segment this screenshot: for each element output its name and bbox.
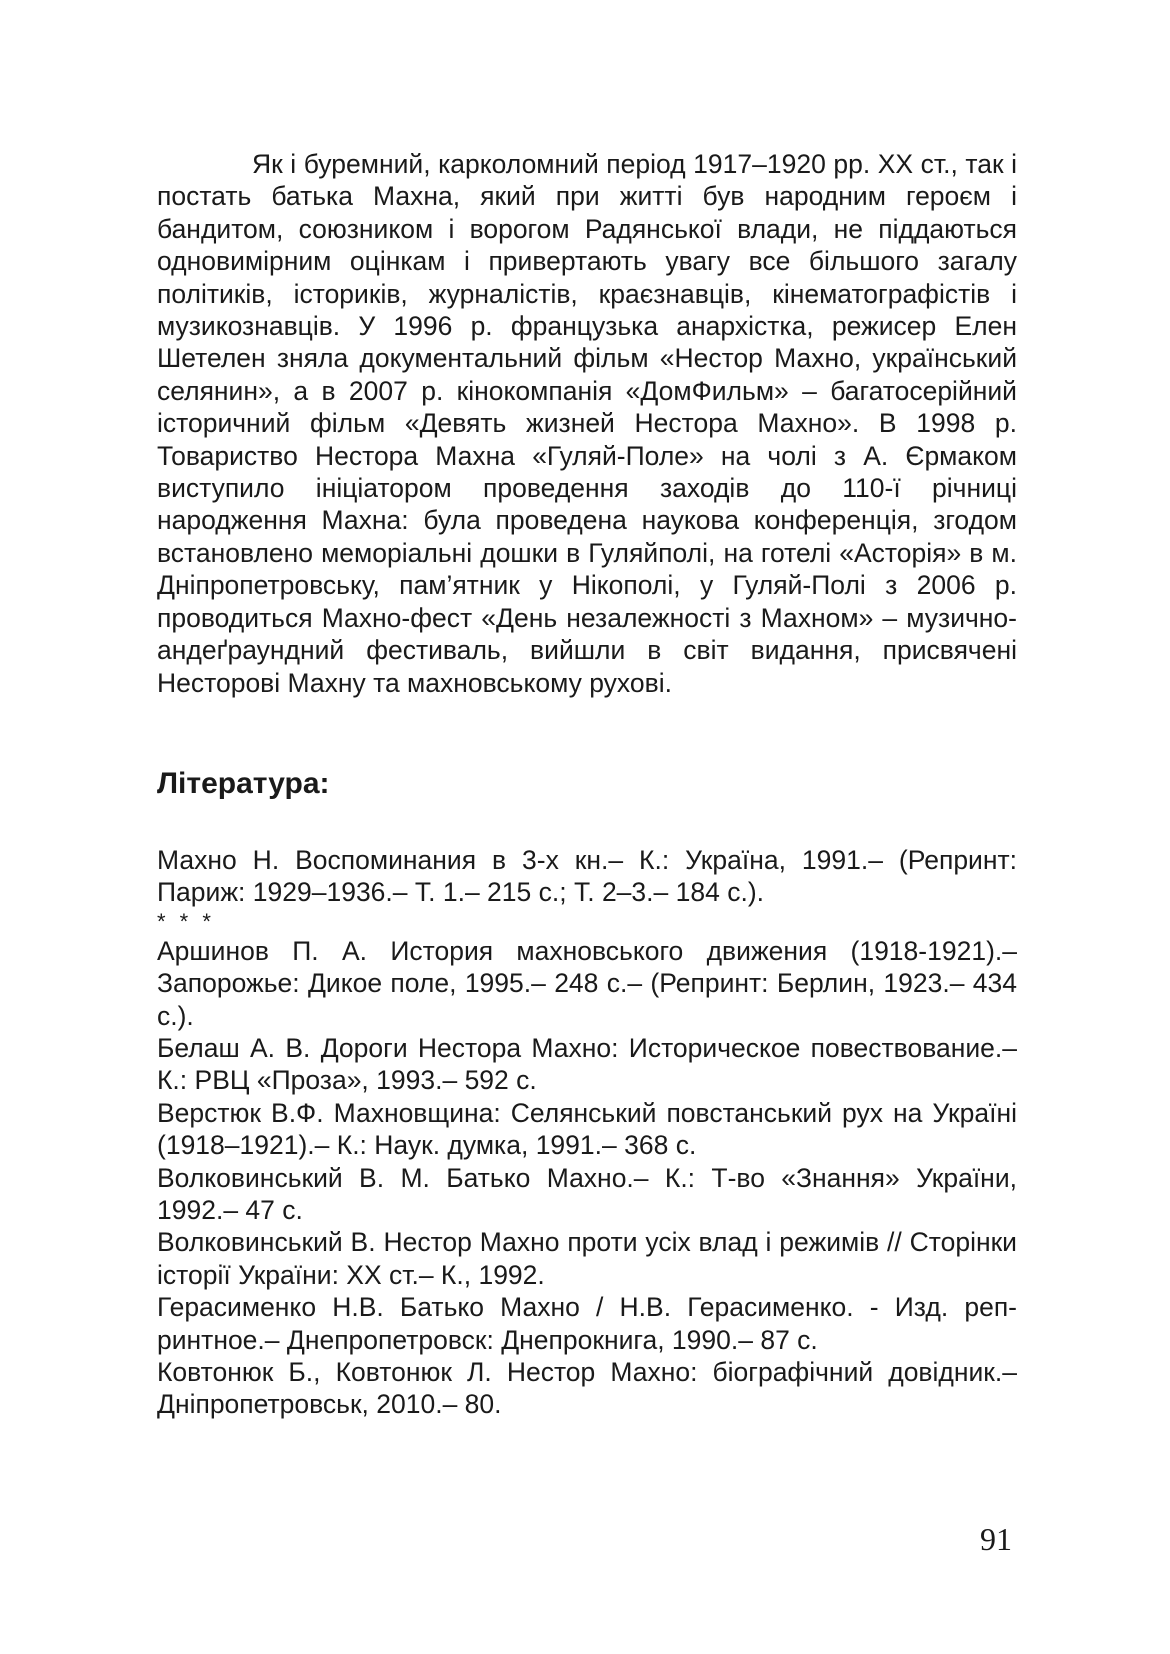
page-number: 91 [980,1521,1012,1557]
reference-item: Герасименко Н.В. Батько Махно / Н.В. Герасименко. - Изд. репринтное.– Днепропетровск: Днепрокнига, 1990.– 87 с. [157,1292,1017,1355]
literature-heading: Література: [157,766,330,800]
reference-item: Аршинов П. А. История махновського движения (1918-1921).– Запорожье: Дикое поле, 1995.– 248 с.– (Репринт: Берлин, 1923.– 434 с.). [157,935,1017,1031]
reference-list [157,844,1017,1421]
reference-item: Волковинський В. Нестор Махно проти усіх влад і режимів // Сторінки історії України: ХХ ст.– К., 1992. [157,1227,1017,1290]
reference-item: Верстюк В.Ф. Махновщина: Селянський повстанський рух на Україні (1918–1921).– К.: Наук. думка, 1991.– 368 с. [157,1097,1017,1161]
intro-paragraph: Як і буремний, карколомний період 1917–1920 рр. XX ст., так і постать батька Махна, який при житті був народним героєм і бандитом, союзником і ворогом Радянської влади, не піддаються одновимірним оцінкам і привертають увагу все більшого загалу політиків, істориків, журналістів, краєзнавців, кінематографістів і музикознавців. У 1996 р. французька анархістка, режисер Елен Шетелен зняла документальний фільм «Нестор Махно, український селянин», а в 2007 р. кінокомпанія «ДомФильм» – багатосерійний історичний фільм «Девять жизней Нестора Махно». В 1998 р. Товариство Нестора Махна «Гуляй-Поле» на чолі з А. Єрмаком виступило ініціатором проведення заходів до 110-ї річниці народження Махна: була проведена наукова конференція, згодом встановлено меморіальні дошки в Гуляйполі, на готелі «Асторія» в м. Дніпропетровську, пам’ятник у Нікополі, у Гуляй-Полі з 2006 р. проводиться Махно-фест «День незалежності з Махном» – музично-андеґраундний фестиваль, вийшли в світ видання, присвячені Несторові Махну та махновському рухові. [157,149,1017,698]
reference-item: Махно Н. Воспоминания в 3-х кн.– К.: Україна, 1991.– (Репринт: Париж: 1929–1936.– Т. 1.– 215 с.; Т. 2–3.– 184 с.). [157,844,1017,908]
reference-item: Волковинський В. М. Батько Махно.– К.: Т-во «Знання» України, 1992.– 47 с. [157,1162,1017,1225]
reference-item: Белаш А. В. Дороги Нестора Махно: Историческое повествование.– К.: РВЦ «Проза», 1993.– 592 с. [157,1032,1017,1096]
reference-separator: * * * [157,908,215,934]
page-body [157,148,1017,1421]
reference-item: Ковтонюк Б., Ковтонюк Л. Нестор Махно: біографічний довідник.– Дніпропетровськ, 2010.– 80. [157,1357,1017,1420]
